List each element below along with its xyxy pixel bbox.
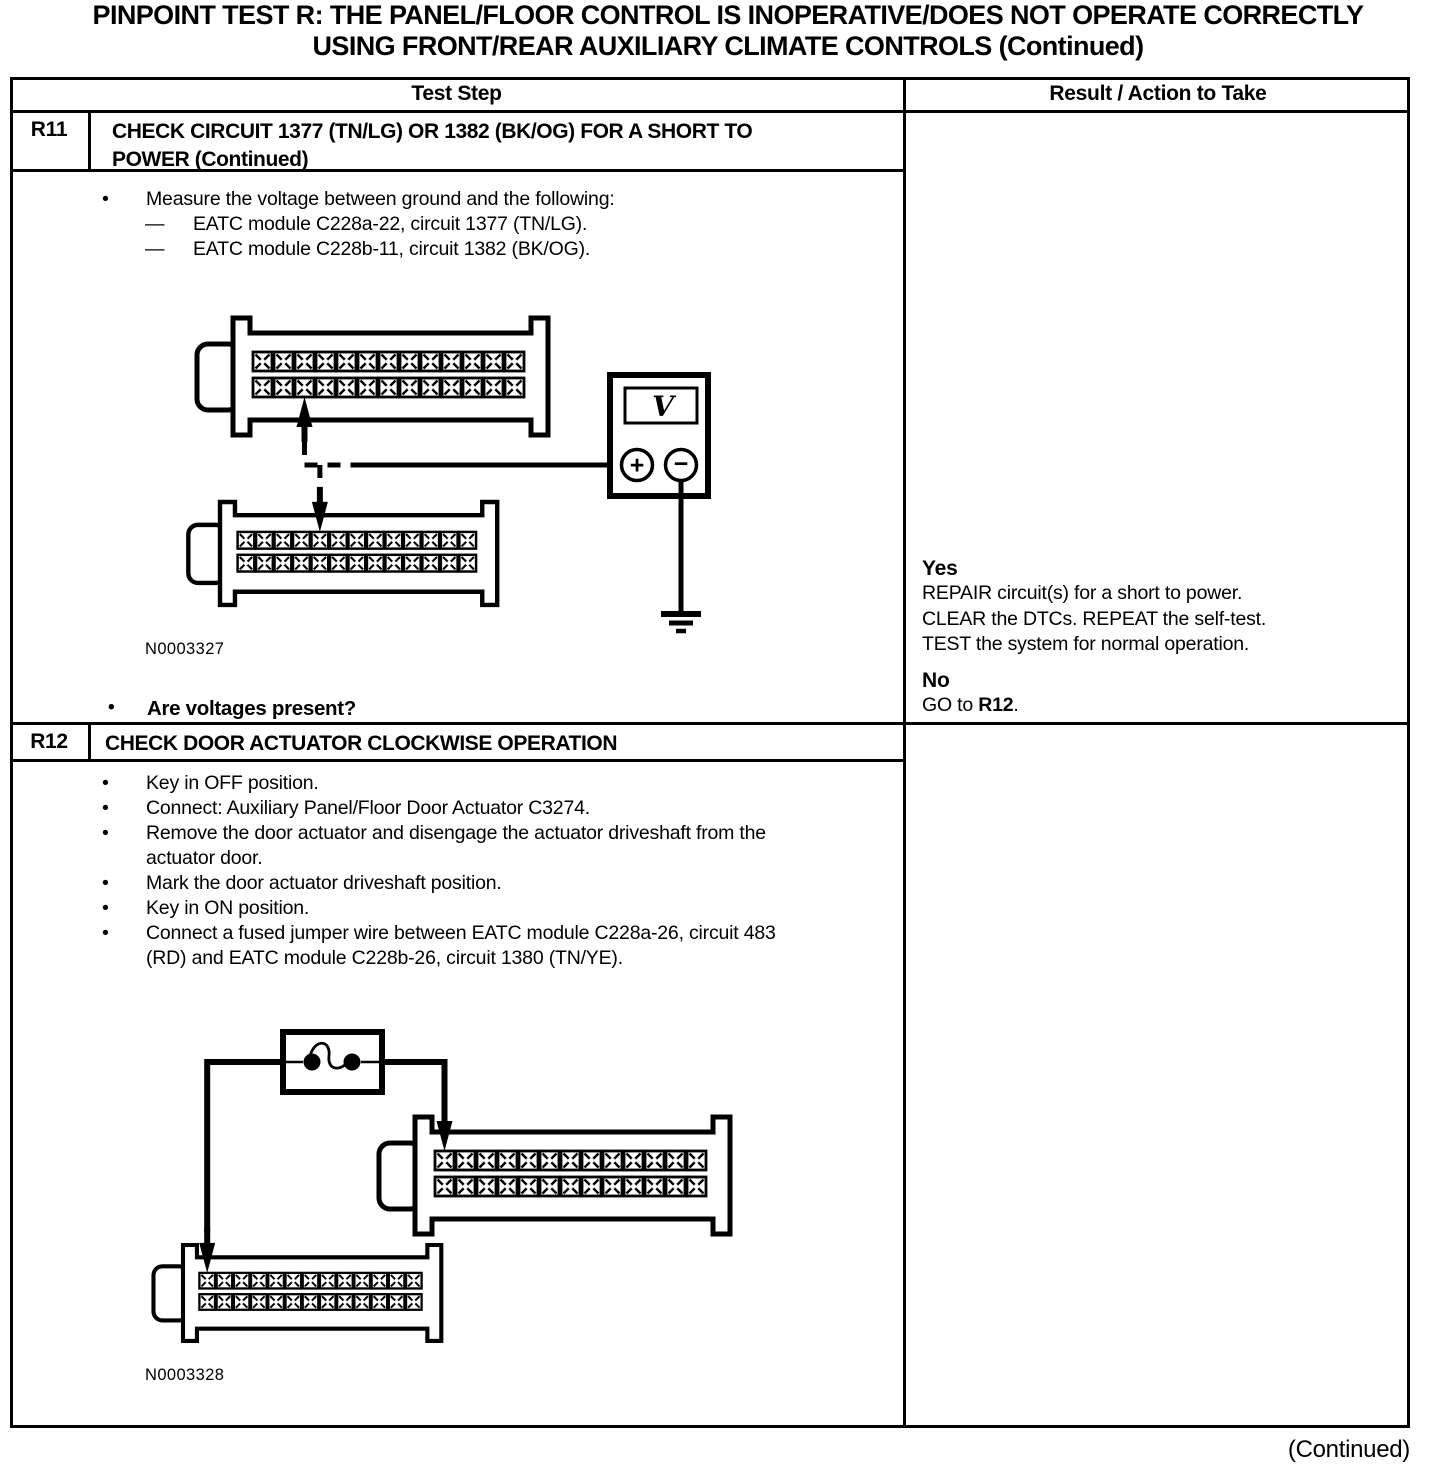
bullet-marker: • [102, 188, 109, 210]
bullet-marker: • [102, 797, 109, 819]
column-header-test-step: Test Step [411, 82, 502, 105]
footer-continued: (Continued) [1287, 1436, 1410, 1463]
step-text: Key in OFF position. [146, 772, 319, 794]
voltmeter-display-label: V [652, 390, 674, 423]
bullet-marker: • [102, 922, 109, 944]
r12-number-divider [88, 722, 91, 762]
r12-step-list [100, 771, 800, 971]
list-item [100, 821, 800, 871]
bullet-marker: • [102, 897, 109, 919]
r12-step-title: CHECK DOOR ACTUATOR CLOCKWISE OPERATION [105, 732, 618, 755]
r11-figure-label: N0003327 [145, 640, 225, 658]
r11-step-list [100, 187, 860, 262]
r12-figure-label: N0003328 [145, 1366, 225, 1384]
result-action-line: REPAIR circuit(s) for a short to power. [922, 582, 1243, 605]
r11-result-block [922, 556, 1404, 719]
result-no-suffix: . [1013, 694, 1019, 717]
bullet-marker: • [102, 872, 109, 894]
column-header-result: Result / Action to Take [1049, 82, 1267, 105]
step-text: Remove the door actuator and disengage the actuator driveshaft from the actuator door. [146, 822, 766, 869]
list-item [100, 237, 860, 262]
r12-top-rule [10, 722, 1410, 725]
dash-marker: — [145, 213, 165, 235]
result-no-action [922, 693, 1404, 718]
page-title-line2: USING FRONT/REAR AUXILIARY CLIMATE CONTROLS (Continued) [312, 31, 1144, 61]
column-divider [903, 77, 906, 1428]
step-text: EATC module C228b-11, circuit 1382 (BK/OG). [193, 238, 591, 260]
list-item [100, 212, 860, 237]
svg-text:+: + [629, 451, 645, 480]
wiring-connector [197, 318, 548, 435]
r12-title-bottom-rule [10, 759, 906, 762]
r11-question-row [100, 697, 356, 721]
step-text: Mark the door actuator driveshaft position. [146, 872, 502, 894]
list-item [100, 896, 800, 921]
step-text: Connect: Auxiliary Panel/Floor Door Actuator C3274. [146, 797, 590, 819]
list-item [100, 796, 800, 821]
step-text: Key in ON position. [146, 897, 310, 919]
voltmeter [610, 375, 708, 496]
wiring-connector [153, 1245, 441, 1341]
result-yes-label: Yes [922, 557, 958, 580]
r11-voltmeter-circuit-diagram [140, 308, 780, 673]
page-title-line1: PINPOINT TEST R: THE PANEL/FLOOR CONTROL IS INOPERATIVE/DOES NOT OPERATE CORRECTLY [92, 0, 1364, 30]
result-no-target: R12 [978, 694, 1014, 717]
header-bottom-rule [10, 110, 1410, 113]
r11-question: Are voltages present? [147, 697, 357, 720]
result-action-line: TEST the system for normal operation. [922, 632, 1250, 655]
r11-step-title: CHECK CIRCUIT 1377 (TN/LG) OR 1382 (BK/OG) FOR A SHORT TO POWER (Continued) [112, 120, 753, 171]
list-item [100, 921, 800, 971]
fuse [283, 1032, 382, 1092]
wiring-connector [379, 1117, 730, 1234]
step-text: Connect a fused jumper wire between EATC module C228a-26, circuit 483 (RD) and EATC module C228b-26, circuit 1380 (TN/YE). [146, 922, 776, 969]
step-text: Measure the voltage between ground and the following: [146, 188, 615, 210]
r11-step-number: R11 [30, 118, 68, 141]
page-title [0, 0, 1456, 62]
result-no-prefix: GO to [922, 694, 979, 717]
bullet-marker: • [102, 772, 109, 794]
r12-step-number: R12 [30, 730, 68, 753]
list-item [100, 187, 860, 212]
list-item [100, 771, 800, 796]
result-action-line: CLEAR the DTCs. REPEAT the self-test. [922, 607, 1267, 630]
svg-text:−: − [673, 450, 689, 478]
bullet-marker: • [102, 822, 109, 844]
step-text: EATC module C228a-22, circuit 1377 (TN/LG). [193, 213, 588, 235]
ground-symbol [661, 614, 701, 631]
r11-number-divider [88, 110, 91, 172]
wiring-connector [188, 502, 497, 605]
bullet-marker: • [108, 697, 115, 718]
list-item [100, 871, 800, 896]
r12-fused-jumper-diagram [140, 1025, 780, 1385]
result-no-label: No [922, 669, 950, 693]
dash-marker: — [145, 238, 165, 260]
